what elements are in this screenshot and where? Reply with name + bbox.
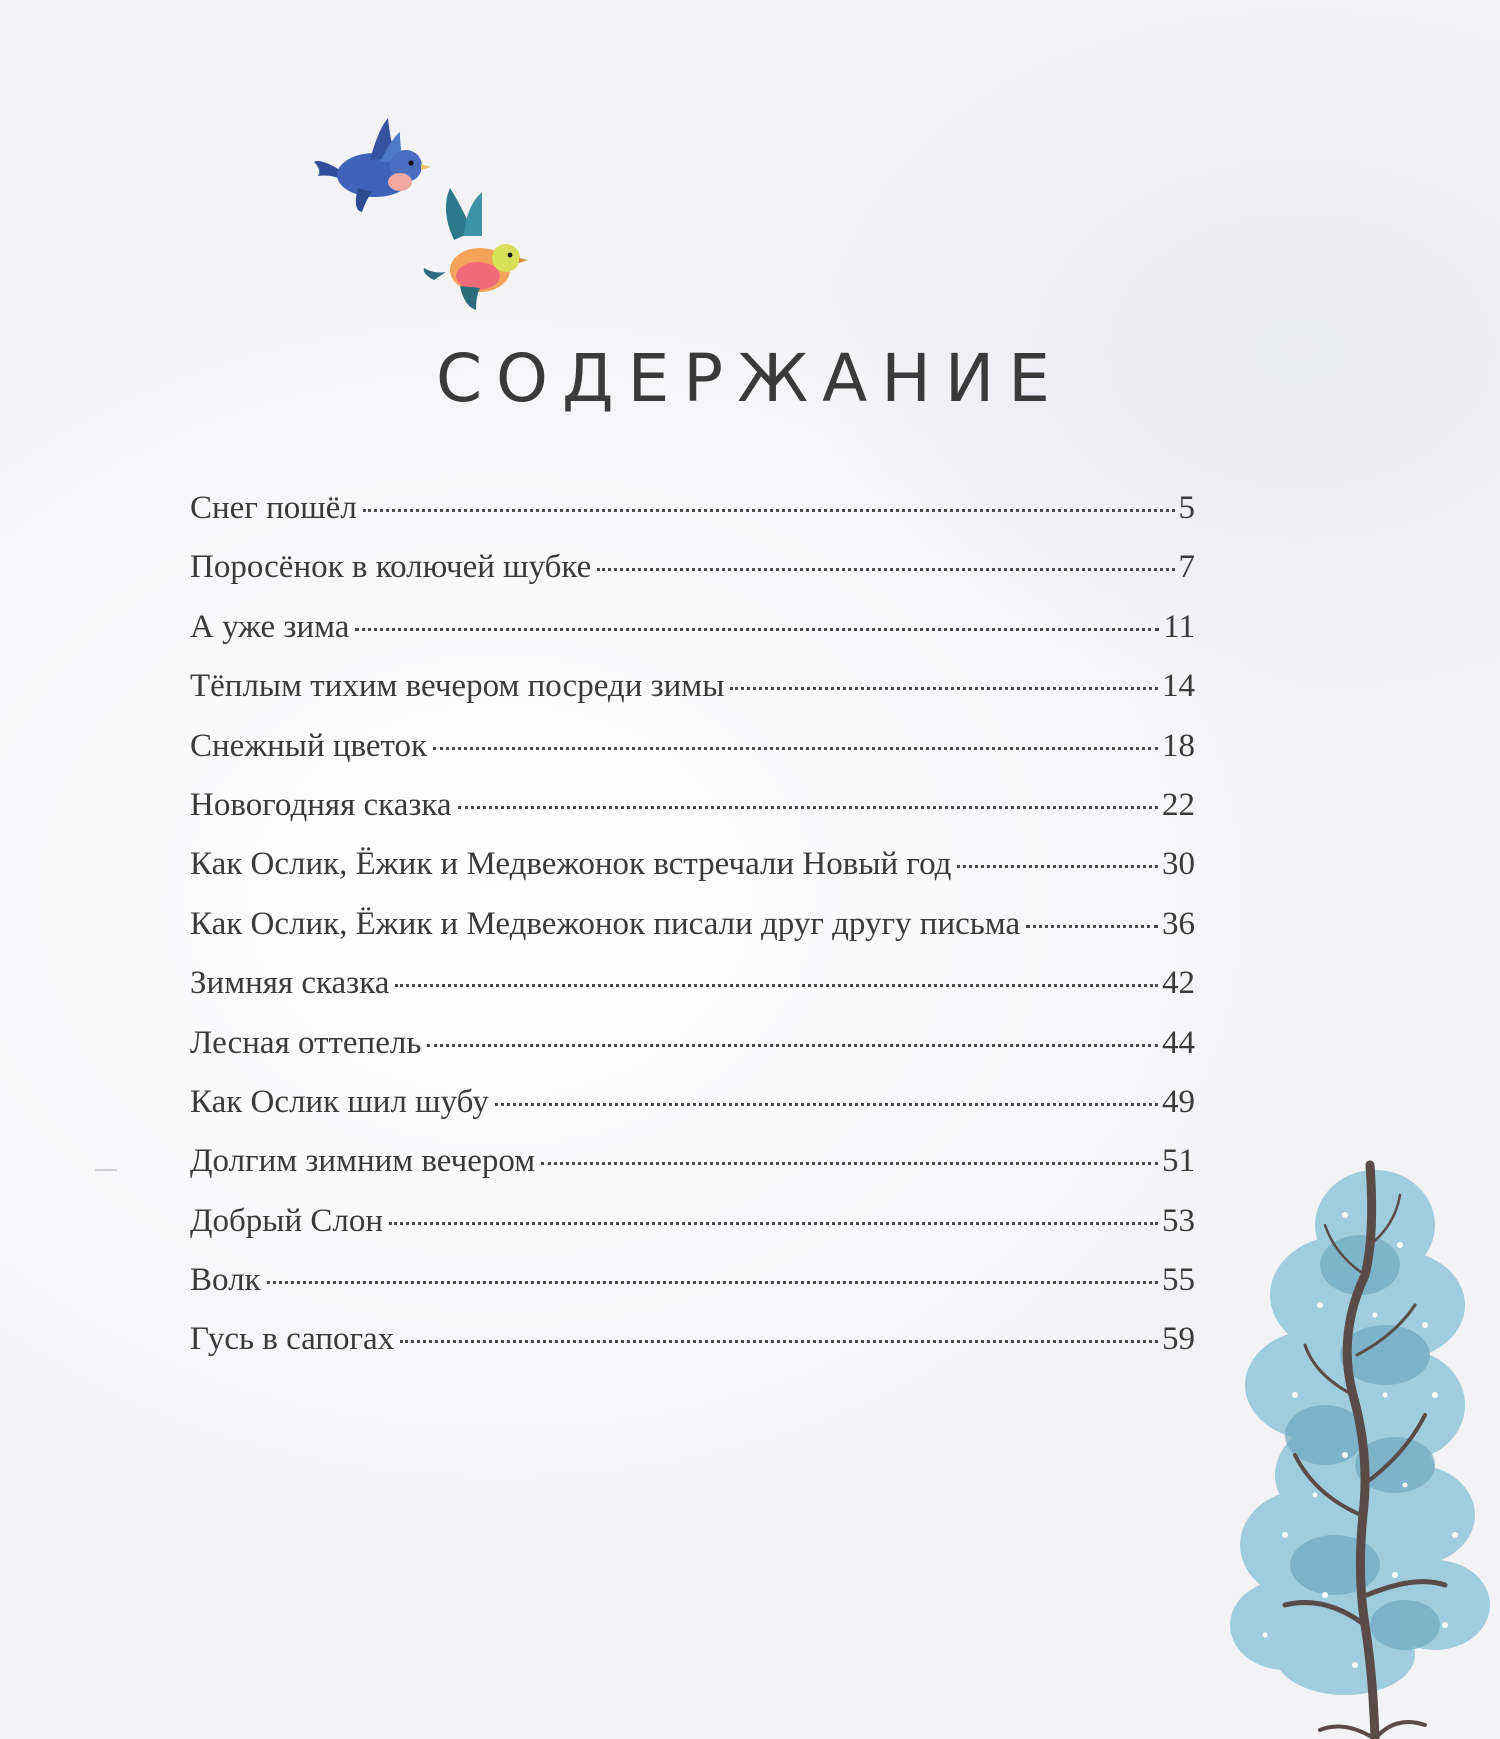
toc-entry-page: 30 (1162, 846, 1195, 883)
toc-entry-title: Лесная оттепель (190, 1024, 422, 1061)
toc-entry-page: 11 (1163, 608, 1195, 645)
toc-entry[interactable] (190, 728, 1195, 787)
toc-entry-page: 5 (1178, 490, 1195, 526)
toc-entry-page: 53 (1162, 1202, 1195, 1239)
toc-entry-page: 59 (1162, 1321, 1195, 1358)
toc-entry-title: Добрый Слон (190, 1202, 384, 1239)
toc-leader-dots (541, 1162, 1158, 1165)
toc-entry-title: Долгим зимним вечером (190, 1143, 536, 1180)
toc-entry-title: Зимняя сказка (190, 965, 390, 1002)
toc-entry[interactable] (190, 1025, 1195, 1084)
toc-leader-dots (957, 865, 1158, 868)
toc-entry[interactable] (190, 668, 1195, 727)
toc-leader-dots (730, 687, 1158, 690)
toc-leader-dots (363, 509, 1175, 512)
page-edge-mark (95, 1169, 117, 1171)
toc-leader-dots (1026, 925, 1158, 928)
table-of-contents (190, 490, 1195, 1381)
toc-entry[interactable] (190, 965, 1195, 1024)
toc-entry-page: 42 (1162, 965, 1195, 1002)
toc-entry-page: 14 (1162, 668, 1195, 705)
toc-entry-page: 51 (1162, 1143, 1195, 1180)
toc-leader-dots (395, 984, 1158, 987)
toc-entry-page: 44 (1162, 1024, 1195, 1061)
toc-leader-dots (433, 747, 1158, 750)
toc-entry-title: Новогодняя сказка (190, 786, 452, 823)
birds-illustration (300, 110, 590, 310)
blue-bird-icon (314, 118, 431, 212)
toc-leader-dots (495, 1103, 1158, 1106)
toc-leader-dots (389, 1222, 1158, 1225)
toc-entry-title: Как Ослик, Ёжик и Медвежонок встречали Новый год (190, 846, 952, 883)
toc-entry[interactable] (190, 846, 1195, 905)
snowy-tree-icon (1225, 1155, 1500, 1739)
toc-entry[interactable] (190, 906, 1195, 965)
toc-entry[interactable] (190, 609, 1195, 668)
toc-entry[interactable] (190, 490, 1195, 549)
toc-entry[interactable] (190, 1262, 1195, 1321)
toc-entry[interactable] (190, 1084, 1195, 1143)
toc-entry[interactable] (190, 1143, 1195, 1202)
toc-leader-dots (355, 628, 1159, 631)
colorful-bird-icon (424, 188, 528, 310)
toc-entry-title: Снег пошёл (190, 490, 357, 526)
toc-entry-page: 49 (1162, 1083, 1195, 1120)
toc-entry[interactable] (190, 1321, 1195, 1380)
toc-entry-title: Тёплым тихим вечером посреди зимы (190, 668, 725, 705)
toc-entry[interactable] (190, 787, 1195, 846)
toc-entry[interactable] (190, 1203, 1195, 1262)
page-title: СОДЕРЖАНИЕ (435, 340, 1065, 417)
toc-leader-dots (597, 568, 1174, 571)
toc-entry-title: Гусь в сапогах (190, 1321, 395, 1358)
toc-entry-page: 36 (1162, 905, 1195, 942)
toc-entry-title: А уже зима (190, 608, 350, 645)
toc-leader-dots (267, 1281, 1158, 1284)
toc-leader-dots (427, 1044, 1158, 1047)
toc-leader-dots (400, 1340, 1158, 1343)
toc-entry-page: 18 (1162, 727, 1195, 764)
toc-entry-page: 7 (1178, 549, 1195, 586)
toc-entry-title: Снежный цветок (190, 727, 428, 764)
toc-entry-title: Как Ослик, Ёжик и Медвежонок писали друг другу письма (190, 905, 1021, 942)
toc-entry-title: Волк (190, 1262, 261, 1299)
toc-entry-title: Как Ослик шил шубу (190, 1083, 489, 1120)
toc-entry-title: Поросёнок в колючей шубке (190, 549, 592, 586)
toc-entry-page: 22 (1162, 786, 1195, 823)
toc-entry[interactable] (190, 549, 1195, 608)
toc-entry-page: 55 (1162, 1262, 1195, 1299)
toc-leader-dots (458, 806, 1158, 809)
